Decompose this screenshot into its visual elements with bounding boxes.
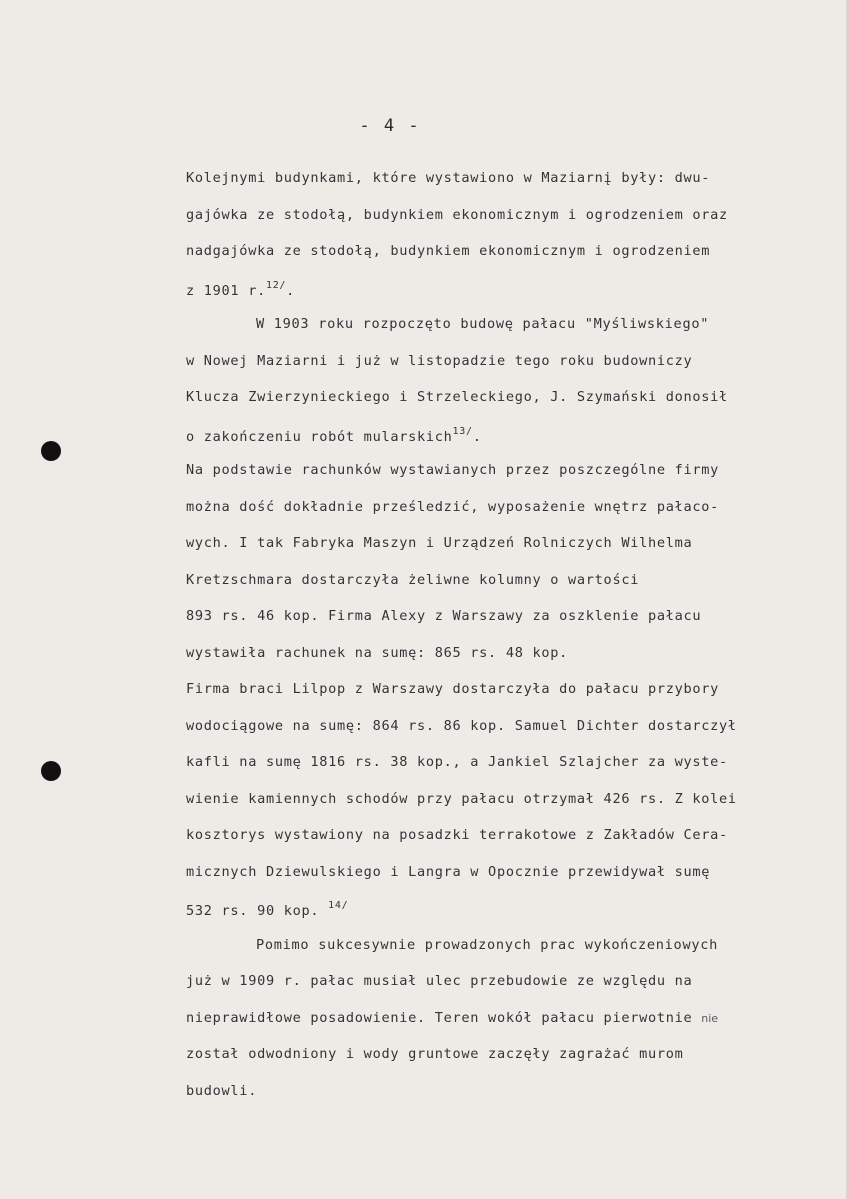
text-line <box>186 1010 826 1047</box>
line-text: gajówka ze stodołą, budynkiem ekonomicznym i ogrodzeniem oraz <box>186 206 728 223</box>
line-text: wystawiła rachunek na sumę: 865 rs. 48 kop. <box>186 644 569 661</box>
line-text: budowli. <box>186 1082 258 1099</box>
footnote-ref: 13/ <box>452 425 473 437</box>
line-text: Pomimo sukcesywnie prowadzonych prac wykończeniowych <box>256 936 718 953</box>
line-punctuation: . <box>472 428 482 445</box>
line-text: z 1901 r. <box>186 282 266 299</box>
text-line <box>186 645 826 682</box>
text-line <box>186 280 826 317</box>
line-text: wych. I tak Fabryka Maszyn i Urządzeń Rolniczych Wilhelma <box>186 535 693 551</box>
text-line <box>186 243 826 280</box>
text-line <box>186 353 826 390</box>
text-line <box>186 681 826 718</box>
line-text: został odwodniony i wody gruntowe zaczęły zagrażać murom <box>186 1046 684 1062</box>
text-line <box>186 316 826 353</box>
text-line <box>186 791 826 828</box>
line-text: w Nowej Maziarni i już w listopadzie tego roku budowniczy <box>186 352 693 369</box>
text-line <box>186 937 826 974</box>
line-text: można dość dokładnie prześledzić, wyposażenie wnętrz pałaco- <box>186 498 720 515</box>
footnote-ref: 12/ <box>265 279 287 291</box>
line-text: micznych Dziewulskiego i Langra w Opocznie przewidywał sumę <box>186 863 711 880</box>
line-text: Klucza Zwierzynieckiego i Strzeleckiego, J. Szymański donosił <box>186 389 728 405</box>
text-line <box>186 827 826 864</box>
text-line <box>186 1083 826 1120</box>
line-text: nieprawidłowe posadowienie. Teren wokół pałacu pierwotnie <box>186 1009 702 1026</box>
text-line <box>186 572 826 609</box>
line-text: Na podstawie rachunków wystawianych przez poszczególne firmy <box>186 462 720 478</box>
text-line <box>186 170 826 207</box>
text-line <box>186 1046 826 1083</box>
line-text: już w 1909 r. pałac musiał ulec przebudowie ze względu na <box>186 973 693 989</box>
line-text: Firma braci Lilpop z Warszawy dostarczyła do pałacu przybory <box>186 681 720 697</box>
line-text: o zakończeniu robót mularskich <box>186 428 453 445</box>
punch-hole-top <box>41 441 61 461</box>
text-line <box>186 426 826 463</box>
text-line <box>186 864 826 901</box>
body-text <box>186 170 826 1119</box>
text-line <box>186 389 826 426</box>
text-line <box>186 718 826 755</box>
line-text: 893 rs. 46 kop. Firma Alexy z Warszawy za oszklenie pałacu <box>186 608 702 624</box>
punch-hole-bottom <box>41 761 61 781</box>
line-text: wienie kamiennych schodów przy pałacu otrzymał 426 rs. Z kolei <box>186 790 737 807</box>
line-text: W 1903 roku rozpoczęto budowę pałacu "Myśliwskiego" <box>256 316 710 332</box>
text-line <box>186 608 826 645</box>
line-text: wodociągowe na sumę: 864 rs. 86 kop. Samuel Dichter dostarczył <box>186 717 737 734</box>
line-text: 532 rs. 90 kop. <box>186 903 329 919</box>
text-line <box>186 535 826 572</box>
footnote-ref: 14/ <box>328 900 349 911</box>
text-line <box>186 900 826 937</box>
line-text: kosztorys wystawiony na posadzki terrakotowe z Zakładów Cera- <box>186 827 728 843</box>
line-text: Kretzschmara dostarczyła żeliwne kolumny o wartości <box>186 571 640 588</box>
line-text: Kolejnymi budynkami, które wystawiono w Maziarnį były: dwu- <box>186 170 711 186</box>
text-line <box>186 754 826 791</box>
line-text: nadgajówka ze stodołą, budynkiem ekonomicznym i ogrodzeniem <box>186 243 711 259</box>
handwritten-insertion: nie <box>701 1011 719 1025</box>
line-punctuation: . <box>286 282 296 299</box>
text-line <box>186 973 826 1010</box>
text-line <box>186 207 826 244</box>
text-line <box>186 462 826 499</box>
line-text: kafli na sumę 1816 rs. 38 kop., a Jankiel Szlajcher za wyste- <box>186 754 728 770</box>
page-number: - 4 - <box>359 116 421 136</box>
text-line <box>186 499 826 536</box>
